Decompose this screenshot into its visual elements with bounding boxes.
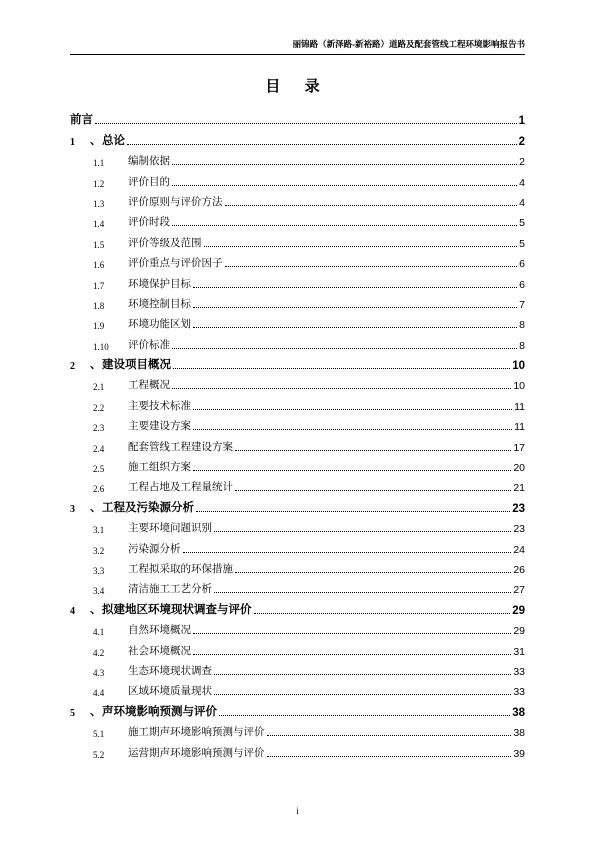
toc-chapter-entry[interactable]: [70, 127, 525, 147]
toc-section-entry[interactable]: [70, 658, 525, 678]
toc-entry-number: 2.2: [93, 402, 105, 413]
toc-entry-number: 1.8: [93, 300, 105, 311]
toc-entry-number: 2.3: [93, 423, 105, 434]
toc-entry-number: 1.5: [93, 239, 105, 250]
toc-section-entry[interactable]: [70, 291, 525, 311]
toc-entry-page: 8: [519, 319, 525, 332]
toc-entry-title: 施工组织方案: [128, 461, 191, 474]
toc-section-entry[interactable]: [70, 678, 525, 698]
toc-entry-title: 配套管线工程建设方案: [128, 440, 233, 453]
toc-dot-leader: [95, 123, 517, 124]
toc-entry-page: 6: [519, 258, 525, 271]
toc-entry-number: 1.4: [93, 219, 105, 230]
toc-section-entry[interactable]: [70, 515, 525, 535]
toc-entry-separator: 、: [90, 501, 102, 514]
toc-entry-number: 5: [70, 707, 75, 719]
toc-entry-page: 29: [513, 625, 525, 638]
toc-entry-page: 8: [519, 339, 525, 352]
toc-entry-page: 10: [512, 360, 525, 373]
toc-section-entry[interactable]: [70, 331, 525, 351]
toc-entry-number: 3: [70, 503, 75, 515]
toc-dot-leader: [225, 205, 518, 206]
toc-section-entry[interactable]: [70, 535, 525, 555]
toc-section-entry[interactable]: [70, 372, 525, 392]
toc-entry-page: 23: [513, 523, 525, 536]
toc-chapter-entry[interactable]: [70, 494, 525, 514]
toc-entry-title: 环境功能区划: [128, 318, 191, 331]
toc-entry-title: 施工期声环境影响预测与评价: [128, 726, 265, 739]
toc-entry-title: 评价等级及范围: [128, 236, 202, 249]
toc-entry-title: 拟建地区环境现状调查与评价: [102, 603, 252, 616]
toc-entry-title: 总论: [102, 134, 125, 147]
toc-dot-leader: [267, 735, 512, 736]
page-header: [70, 34, 525, 55]
toc-dot-leader: [183, 552, 512, 553]
toc-dot-leader: [235, 490, 511, 491]
toc-entry-title: 评价目的: [128, 175, 170, 188]
toc-entry-page: 2: [519, 156, 525, 169]
toc-entry-number: 4: [70, 605, 75, 617]
toc-entry-page: 29: [512, 604, 525, 617]
toc-entry-title: 声环境影响预测与评价: [102, 705, 217, 718]
toc-entry-title: 评价标准: [128, 338, 170, 351]
toc-dot-leader: [196, 511, 510, 512]
toc-dot-leader: [193, 654, 511, 655]
toc-entry-title: 建设项目概况: [102, 359, 171, 372]
toc-entry-title: 生态环境现状调查: [128, 664, 212, 677]
toc-entry-title: 评价重点与评价因子: [128, 257, 223, 270]
toc-dot-leader: [193, 307, 517, 308]
toc-entry-number: 1.2: [93, 178, 105, 189]
toc-entry-number: 5.2: [93, 749, 105, 760]
toc-entry-title: 工程拟采取的环保措施: [128, 562, 233, 575]
toc-entry-title: 环境控制目标: [128, 297, 191, 310]
toc-entry-page: 31: [513, 645, 525, 658]
header-title: 丽锦路（新泽路-新裕路）道路及配套管线工程环境影响报告书: [292, 39, 525, 49]
toc-entry-page: 5: [519, 217, 525, 230]
toc-dot-leader: [267, 756, 512, 757]
toc-entry-separator: 、: [90, 359, 102, 372]
toc-entry-separator: 、: [90, 134, 102, 147]
toc-entry-number: 2.4: [93, 443, 105, 454]
toc-dot-leader: [214, 694, 511, 695]
toc-section-entry[interactable]: [70, 392, 525, 412]
toc-entry-page: 1: [518, 115, 525, 128]
toc-entry-number: 4.2: [93, 647, 105, 658]
toc-section-entry[interactable]: [70, 270, 525, 290]
toc-entry-separator: 、: [90, 705, 102, 718]
toc-entry-number: 5.1: [93, 729, 105, 740]
toc-entry-number: 4.1: [93, 627, 105, 638]
toc-section-entry[interactable]: [70, 433, 525, 453]
page-number: i: [296, 806, 299, 816]
toc-entry-page: 23: [512, 502, 525, 515]
toc-section-entry[interactable]: [70, 454, 525, 474]
toc-entry-title: 清洁施工工艺分析: [128, 583, 212, 596]
toc-entry-title: 污染源分析: [128, 542, 181, 555]
toc-section-entry[interactable]: [70, 576, 525, 596]
toc-section-entry[interactable]: [70, 739, 525, 759]
toc-dot-leader: [172, 348, 517, 349]
toc-section-entry[interactable]: [70, 719, 525, 739]
toc-entry-page: 4: [519, 176, 525, 189]
toc-chapter-entry[interactable]: [70, 698, 525, 718]
toc-entry-number: 3.2: [93, 545, 105, 556]
toc-entry-title: 评价时段: [128, 216, 170, 229]
toc-section-entry[interactable]: [70, 168, 525, 188]
toc-entry-number: 1.6: [93, 260, 105, 271]
toc-dot-leader: [172, 225, 517, 226]
toc-dot-leader: [172, 185, 517, 186]
toc-entry-title: 主要环境问题识别: [128, 522, 212, 535]
toc-entry-number: 1.7: [93, 280, 105, 291]
toc-entry-page: 20: [513, 462, 525, 475]
toc-entry-title: 编制依据: [128, 155, 170, 168]
toc-dot-leader: [193, 409, 512, 410]
toc-entry-page: 17: [513, 441, 525, 454]
toc-section-entry[interactable]: [70, 413, 525, 433]
toc-entry-page: 38: [513, 727, 525, 740]
toc-entry-page: 2: [518, 135, 525, 148]
toc-entry-title: 工程概况: [128, 379, 170, 392]
toc-dot-leader: [193, 287, 517, 288]
toc-dot-leader: [214, 592, 511, 593]
toc-section-entry[interactable]: [70, 209, 525, 229]
toc-chapter-entry[interactable]: [70, 596, 525, 616]
toc-dot-leader: [214, 531, 511, 532]
toc-dot-leader: [193, 470, 511, 471]
toc-section-entry[interactable]: [70, 189, 525, 209]
toc-dot-leader: [204, 246, 518, 247]
toc-entry-number: 1.1: [93, 158, 105, 169]
toc-entry-title: 自然环境概况: [128, 624, 191, 637]
toc-entry-number: 3.1: [93, 525, 105, 536]
toc-entry-page: 33: [513, 686, 525, 699]
toc-dot-leader: [235, 450, 511, 451]
toc-entry-title: 环境保护目标: [128, 277, 191, 290]
toc-section-entry[interactable]: [70, 637, 525, 657]
toc-entry-page: 5: [519, 237, 525, 250]
toc-entry-page: 26: [513, 563, 525, 576]
toc-entry-page: 24: [513, 543, 525, 556]
toc-entry-number: 1.3: [93, 198, 105, 209]
toc-dot-leader: [193, 429, 512, 430]
toc-entry-page: 10: [513, 380, 525, 393]
toc-entry-number: 3.4: [93, 586, 105, 597]
toc-dot-leader: [127, 144, 517, 145]
toc-entry-number: 1.9: [93, 321, 105, 332]
toc-entry-title: 评价原则与评价方法: [128, 195, 223, 208]
toc-entry-number: 2.1: [93, 382, 105, 393]
toc-entry-page: 4: [519, 196, 525, 209]
toc-entry-page: 11: [514, 400, 525, 413]
toc-entry-number: 2.6: [93, 484, 105, 495]
toc-dot-leader: [173, 368, 510, 369]
toc-dot-leader: [235, 572, 511, 573]
toc-chapter-entry[interactable]: [70, 107, 525, 127]
toc-section-entry[interactable]: [70, 148, 525, 168]
toc-entry-page: 33: [513, 665, 525, 678]
toc-entry-title: 运营期声环境影响预测与评价: [128, 746, 265, 759]
toc-dot-leader: [214, 674, 511, 675]
toc-entry-number: 1.10: [93, 341, 109, 352]
toc-section-entry[interactable]: [70, 556, 525, 576]
toc-entry-number: 4.4: [93, 688, 105, 699]
toc-section-entry[interactable]: [70, 474, 525, 494]
toc-dot-leader: [225, 266, 518, 267]
toc-entry-page: 27: [513, 584, 525, 597]
toc-entry-number: 4.3: [93, 667, 105, 678]
toc-entry-page: 39: [513, 747, 525, 760]
toc-dot-leader: [172, 388, 511, 389]
toc-entry-title: 前言: [70, 114, 93, 127]
toc-dot-leader: [172, 164, 517, 165]
toc-entry-number: 2: [70, 361, 75, 373]
toc-dot-leader: [254, 613, 511, 614]
toc-entry-title: 工程及污染源分析: [102, 501, 194, 514]
toc-dot-leader: [219, 715, 510, 716]
toc-entry-page: 11: [514, 421, 525, 434]
toc-entry-number: 1: [70, 136, 75, 148]
toc-entry-number: 2.5: [93, 464, 105, 475]
toc-entry-page: 7: [519, 298, 525, 311]
toc-section-entry[interactable]: [70, 250, 525, 270]
toc-entry-number: 3.3: [93, 565, 105, 576]
toc-entry-page: 6: [519, 278, 525, 291]
toc-entry-page: 21: [513, 482, 525, 495]
toc-section-entry[interactable]: [70, 617, 525, 637]
toc-entry-page: 38: [512, 706, 525, 719]
toc-chapter-entry[interactable]: [70, 352, 525, 372]
toc-entry-separator: 、: [90, 603, 102, 616]
toc-dot-leader: [193, 633, 511, 634]
toc-section-entry[interactable]: [70, 229, 525, 249]
toc-entry-title: 社会环境概况: [128, 644, 191, 657]
toc-entry-title: 工程占地及工程量统计: [128, 481, 233, 494]
toc-entry-title: 区域环境质量现状: [128, 685, 212, 698]
toc-title: 目 录: [265, 78, 330, 95]
toc-dot-leader: [193, 327, 517, 328]
table-of-contents: [70, 107, 525, 760]
toc-entry-title: 主要技术标准: [128, 399, 191, 412]
toc-section-entry[interactable]: [70, 311, 525, 331]
toc-entry-title: 主要建设方案: [128, 420, 191, 433]
